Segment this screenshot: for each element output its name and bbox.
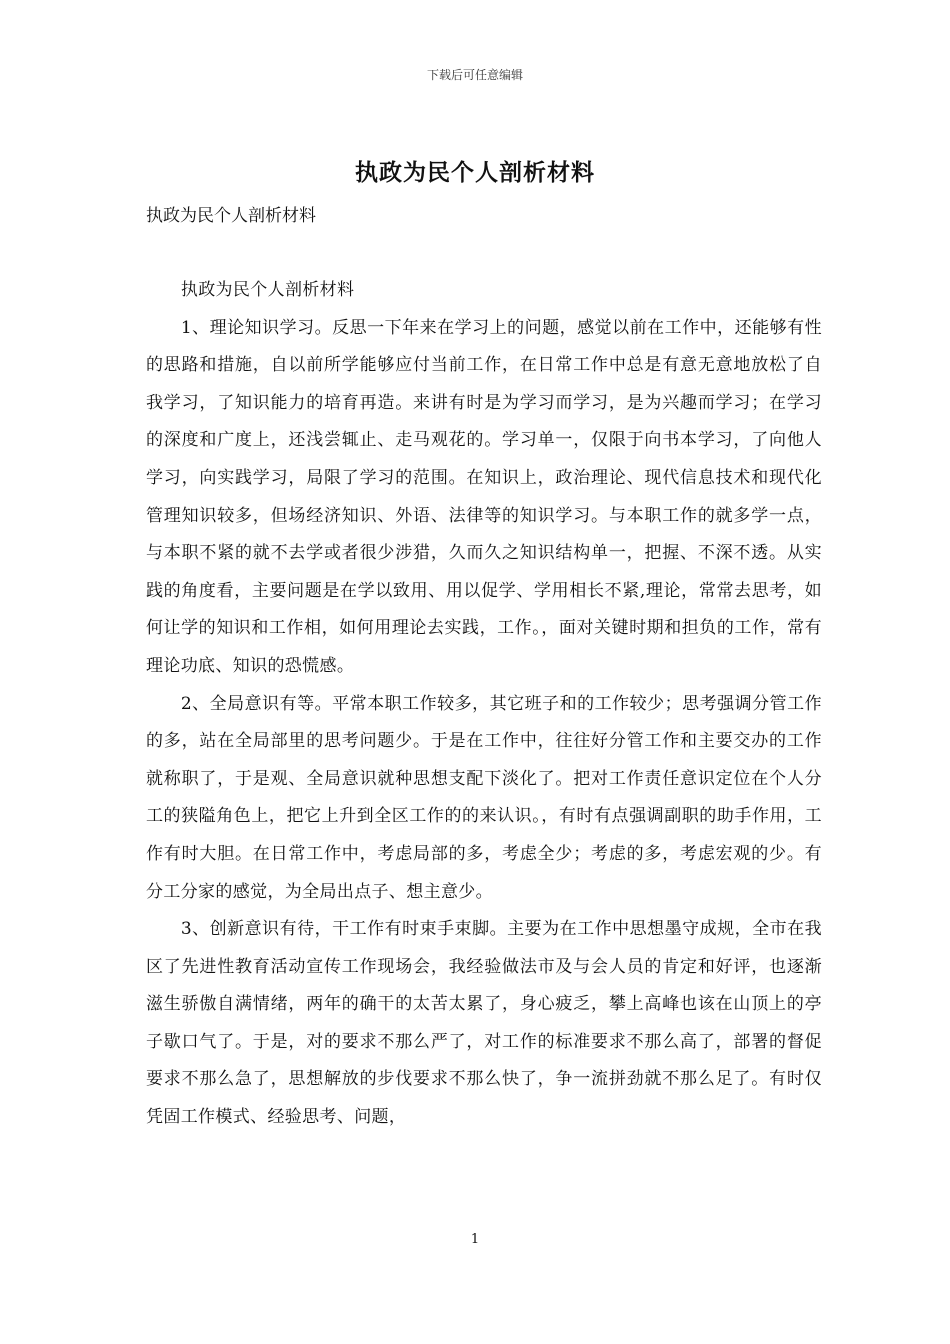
document-title: 执政为民个人剖析材料 — [355, 159, 595, 186]
document-subtitle: 执政为民个人剖析材料 — [146, 206, 316, 226]
page-number: 1 — [470, 1232, 480, 1247]
body-paragraph-overall-awareness: 2、全局意识有等。平常本职工作较多，其它班子和的工作较少；思考强调分管工作的多，站在全局部里的思考问题少。于是在工作中，往往好分管工作和主要交办的工作就称职了，于是观、全局意识就种思想支配下淡化了。把对工作责任意识定位在个人分工的狭隘角色上，把它上升到全区工作的的来认识。，有时有点强调副职的助手作用，工作有时大胆。在日常工作中，考虑局部的多，考虑全少；考虑的多，考虑宏观的少。有分工分家的感觉，为全局出点子、想主意少。 — [146, 693, 822, 902]
body-paragraph-theory-study: 1、理论知识学习。反思一下年来在学习上的问题，感觉以前在工作中，还能够有性的思路和措施，自以前所学能够应付当前工作，在日常工作中总是有意无意地放松了自我学习，了知识能力的培育再造。来讲有时是为学习而学习，是为兴趣而学习；在学习的深度和广度上，还浅尝辄止、走马观花的。学习单一，仅限于向书本学习，了向他人学习，向实践学习，局限了学习的范围。在知识上，政治理论、现代信息技术和现代化管理知识较多，但场经济知识、外语、法律等的知识学习。与本职工作的就多学一点，与本职不紧的就不去学或者很少涉猎，久而久之知识结构单一，把握、不深不透。从实践的角度看，主要问题是在学以致用、用以促学、学用相长不紧,理论，常常去思考，如何让学的知识和工作相，如何用理论去实践，工作。，面对关键时期和担负的工作，常有理论功底、知识的恐慌感。 — [146, 317, 822, 676]
body-paragraph-heading: 执政为民个人剖析材料 — [180, 280, 355, 300]
body-paragraph-innovation-awareness: 3、创新意识有待，干工作有时束手束脚。主要为在工作中思想墨守成规，全市在我区了先进性教育活动宣传工作现场会，我经验做法市及与会人员的肯定和好评，也逐渐滋生骄傲自满情绪，两年的确干的太苦太累了，身心疲乏，攀上高峰也该在山顶上的亭子歇口气了。于是，对的要求不那么严了，对工作的标准要求不那么高了，部署的督促要求不那么急了，思想解放的步伐要求不那么快了，争一流拼劲就不那么足了。有时仅凭固工作模式、经验思考、问题， — [146, 919, 822, 1128]
document-body — [146, 272, 822, 1137]
header-note: 下载后可任意编辑 — [426, 68, 523, 82]
